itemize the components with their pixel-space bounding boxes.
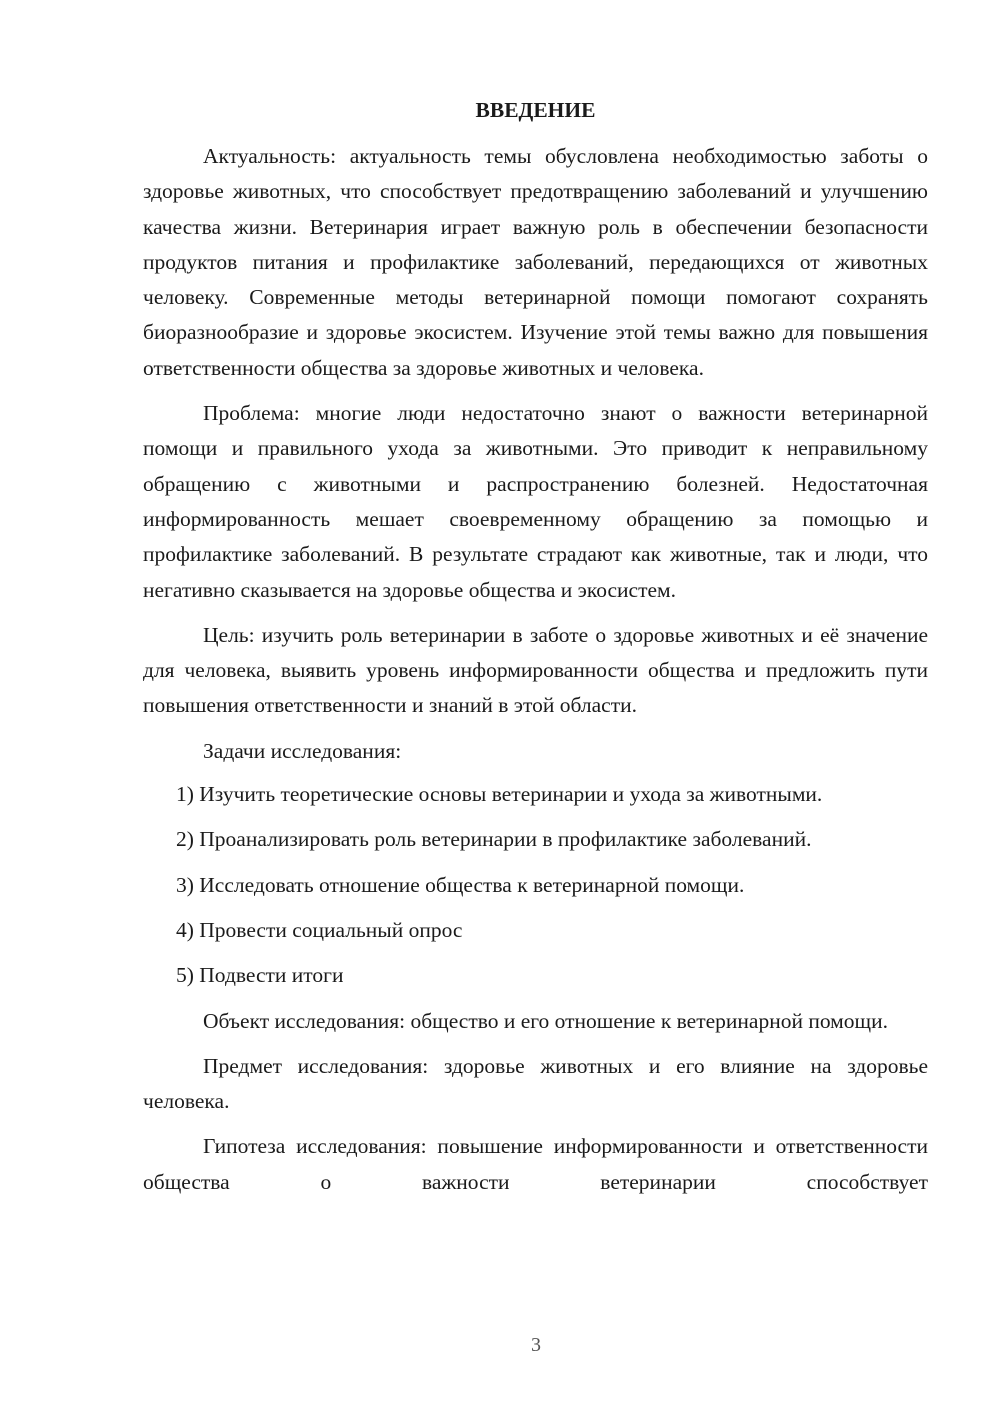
page-number: 3 [531, 1334, 541, 1356]
paragraph-goal: Цель: изучить роль ветеринарии в заботе о здоровье животных и её значение для человека, выявить уровень информированности общества и предложить пути повышения ответственности и знаний в этой области. [143, 622, 928, 718]
document-page [143, 95, 928, 1210]
paragraph-object: Объект исследования: общество и его отношение к ветеринарной помощи. [203, 1008, 888, 1033]
task-item: 1) Изучить теоретические основы ветеринарии и ухода за животными. [176, 782, 823, 807]
paragraph-hypothesis: Гипотеза исследования: повышение информированности и ответственности общества о важности ветеринарии способствует [143, 1134, 928, 1194]
tasks-heading: Задачи исследования: [203, 738, 402, 763]
task-item: 5) Подвести итоги [176, 963, 344, 988]
task-item: 3) Исследовать отношение общества к ветеринарной помощи. [176, 872, 745, 897]
task-item: 2) Проанализировать роль ветеринарии в профилактике заболеваний. [176, 827, 812, 852]
document-title: ВВЕДЕНИЕ [475, 98, 596, 122]
task-item: 4) Провести социальный опрос [176, 917, 463, 942]
paragraph-problem: Проблема: многие люди недостаточно знают о важности ветеринарной помощи и правильного ухода за животными. Это приводит к неправильному обращению с животными и распространению болезней. Недостаточная информированность мешает своевременному обращению за помощью и профилактике заболеваний. В результате страдают как животные, так и люди, что негативно сказывается на здоровье общества и экосистем. [143, 401, 928, 602]
paragraph-subject: Предмет исследования: здоровье животных и его влияние на здоровье человека. [143, 1053, 928, 1114]
paragraph-relevance: Актуальность: актуальность темы обусловлена необходимостью заботы о здоровье животных, что способствует предотвращению заболеваний и улучшению качества жизни. Ветеринария играет важную роль в обеспечении безопасности продуктов питания и профилактике заболеваний, передающихся от животных человеку. Современные методы ветеринарной помощи помогают сохранять биоразнообразие и здоровье экосистем. Изучение этой темы важно для повышения ответственности общества за здоровье животных и человека. [143, 144, 928, 380]
